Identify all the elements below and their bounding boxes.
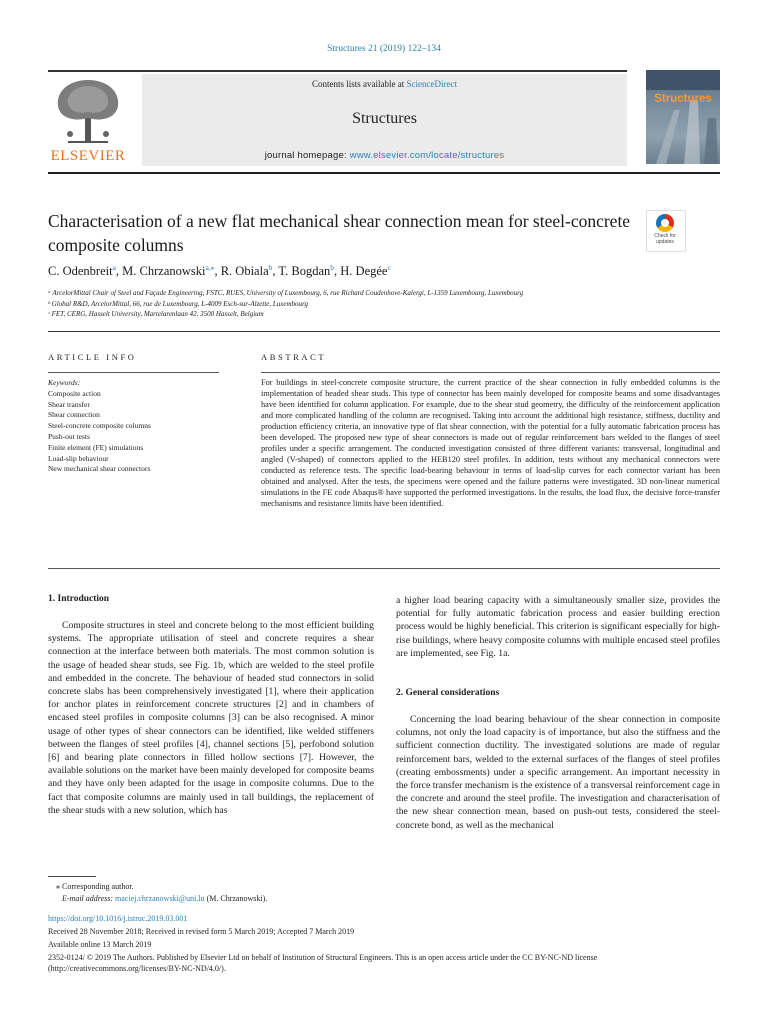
header-bottom-rule xyxy=(48,172,720,174)
keyword-item: Steel-concrete composite columns xyxy=(48,421,151,431)
author-name: M. Chrzanowski xyxy=(122,264,206,279)
abstract-rule xyxy=(261,372,720,373)
check-updates-label: Check for updates xyxy=(654,233,676,245)
title-bottom-rule xyxy=(48,331,720,332)
email-line: E-mail address: maciej.chrzanowski@uni.lu (M. Chrzanowski). xyxy=(62,894,268,903)
footnote-rule xyxy=(48,876,96,877)
contents-line: Contents lists available at ScienceDirect xyxy=(312,79,457,89)
affiliation-c: ᶜ FET, CERG, Hasselt University, Martelarenlaan 42, 3500 Hasselt, Belgium xyxy=(48,310,264,318)
journal-homepage-link[interactable]: www.elsevier.com/locate/structures xyxy=(349,150,505,161)
affiliation-a: ᵃ ArcelorMittal Chair of Steel and Façade Engineering, FSTC, RUES, University of Luxembourg, 6, rue Richard Coudenhove-Kalergi, L-1359 Luxembourg, Luxembourg xyxy=(48,289,524,297)
available-online-date: Available online 13 March 2019 xyxy=(48,940,152,949)
keywords-block xyxy=(48,378,238,475)
introduction-continued-paragraph: a higher load bearing capacity with a simultaneously smaller size, provides the potential for fully automatic fabrication process and easier building erection process would be highly beneficial. This criterion is significant especially for high-rise buildings, where heavy composite columns with multiple encased steel profiles are implemented, see Fig. 1a. xyxy=(396,595,720,659)
author-affiliation-link[interactable]: a xyxy=(112,263,116,272)
introduction-paragraph: Composite structures in steel and concrete belong to the most efficient building systems. The appropriate utilisation of steel and concrete requires a shear connection at the interface between both materials. The most common solution is the usage of headed shear studs, see Fig. 1b, which are welded to the steel profile and embedded in the concrete. The behaviour of headed stud connectors in solid concrete slabs has been comprehensively investigated [1], where their application for anchor plates in reinforcement concrete structures [2] and in chambers of encased steel profiles in composite columns [3] can be also recognised. A minor usage of other types of shear connectors can be identified, like welded stiffeners between the flanges of steel profiles [4], channel sections [5], perfobond solution [6] and bearing plate connectors in filled hollow sections [7]. However, the available solutions on the market have been mainly developed for composite beams and they have only been adapted for the usage in composite columns. Due to the fact that composite columns are mainly used in tall buildings, the replacement of the shear studs with a new solution, which has xyxy=(48,620,374,816)
affiliation-b: ᵇ Global R&D, ArcelorMittal, 66, rue de Luxembourg, L-4009 Esch-sur-Alzette, Luxembourg xyxy=(48,299,309,308)
header-top-rule xyxy=(48,70,627,72)
license-statement: 2352-0124/ © 2019 The Authors. Published by Elsevier Ltd on behalf of Institution of Structural Engineers. This is an open access article under the CC BY-NC-ND license (http://creativecommons.org/licenses/BY-NC-ND/4.0/). xyxy=(48,953,598,973)
keyword-item: Finite element (FE) simulations xyxy=(48,442,144,452)
abstract-bottom-rule xyxy=(48,568,720,569)
check-updates-icon-center xyxy=(661,219,669,227)
journal-cover-image[interactable] xyxy=(646,70,720,164)
keyword-item: Push-out tests xyxy=(48,431,90,441)
doi-link[interactable]: https://doi.org/10.1016/j.istruc.2019.03.001 xyxy=(48,914,188,923)
keywords-heading: Keywords: xyxy=(48,378,81,387)
keyword-item: Shear connection xyxy=(48,410,100,420)
author-list: C. Odenbreit$^a$, M. Chrzanowski$^{a,⁎}$, R. Obiala$^b$, T. Bogdan$^b$, H. Degée$^c$ xyxy=(48,263,391,279)
section-heading-introduction: 1. Introduction xyxy=(48,594,110,604)
author-affiliation-link[interactable]: b xyxy=(268,263,273,272)
article-info-rule xyxy=(48,372,219,373)
general-considerations-paragraph: Concerning the load bearing behaviour of the shear connection in composite columns, not only the load capacity is of importance, but also the stiffness and the sufficient connection ductility. The investigated solutions are made of regular reinforcement bars, welded to the external surfaces of the flanges of steel profiles (creating embossments) under a specific arrangement. An important necessity in the force transfer mechanism is the existence of a transversal reinforcement cage in the concrete and around the steel profile. The investigation and characterisation of the new shear connection mean, based on push-out tests, considered the steel-concrete bond, as well as the mechanical xyxy=(396,714,720,831)
affiliations xyxy=(48,288,688,320)
received-dates: Received 28 November 2018; Received in revised form 5 March 2019; Accepted 7 March 2019 xyxy=(48,927,355,936)
keyword-item: Composite action xyxy=(48,388,101,398)
journal-reference-link[interactable]: Structures 21 (2019) 122–134 xyxy=(327,44,441,54)
article-info-heading: ARTICLE INFO xyxy=(48,352,137,362)
author-affiliation-link[interactable]: b xyxy=(330,263,335,272)
abstract-heading: ABSTRACT xyxy=(261,352,327,362)
corresponding-author-note: ⁎ Corresponding author. xyxy=(56,882,134,891)
cover-title: Structures xyxy=(654,93,712,105)
author-name: R. Obiala xyxy=(220,264,269,279)
keyword-item: Shear transfer xyxy=(48,399,90,409)
abstract-text: For buildings in steel-concrete composite structure, the current practice of the shear connection in fully embedded columns is the implementation of headed shear studs. This type of connector has been mainly developed for composite beams and some disadvantages have been identified for column application. For example, due to the shear stud geometry, the difficulty of the reinforcement application and more complicated handling of the column are recognised. Taking into account the additional high resistance, stiffness, ductility and production efficiency criteria, an innovative type of flat shear connection, with the potential for a fully automatic fabrication process has been developed. The proposed new type of shear connectors is made out of regular reinforcement bars welded to the flanges of steel profiles under a specific arrangement. The conducted investigation consisted of three different variants: transversal, longitudinal and angled (V-shaped) of connectors applied to the HEB120 steel profiles. In addition, tests without any mechanical connectors were conducted as reference tests. The specific load-bearing behaviour in terms of load-slip curves for each connector variant has been obtained and analysed. After the tests, the specimens were opened and the failure patterns were investigated. 3D non-linear numerical simulations in the FE code Abaqus® have supported the performed investigations. In the results, the load flux, the decisive force-transfer mechanisms and resistance limits have been identified. xyxy=(261,378,720,508)
author-name: H. Degée xyxy=(340,264,388,279)
section-heading-general-considerations: 2. General considerations xyxy=(396,688,500,698)
author-affiliation-link[interactable]: c xyxy=(387,263,391,272)
keyword-item: New mechanical shear connectors xyxy=(48,464,151,474)
journal-homepage-line: journal homepage: www.elsevier.com/locate/structures xyxy=(264,150,505,161)
journal-name: Structures xyxy=(352,110,417,127)
author-name: C. Odenbreit xyxy=(48,264,113,279)
sciencedirect-link[interactable]: ScienceDirect xyxy=(406,79,457,89)
author-name: T. Bogdan xyxy=(278,264,331,279)
elsevier-wordmark: ELSEVIER xyxy=(50,148,126,164)
author-affiliation-link[interactable]: a,⁎ xyxy=(205,263,215,272)
email-link[interactable]: maciej.chrzanowski@uni.lu xyxy=(115,894,205,903)
article-title: Characterisation of a new flat mechanical shear connection mean for steel-concrete composite columns xyxy=(48,211,631,255)
keyword-item: Load-slip behaviour xyxy=(48,453,109,463)
